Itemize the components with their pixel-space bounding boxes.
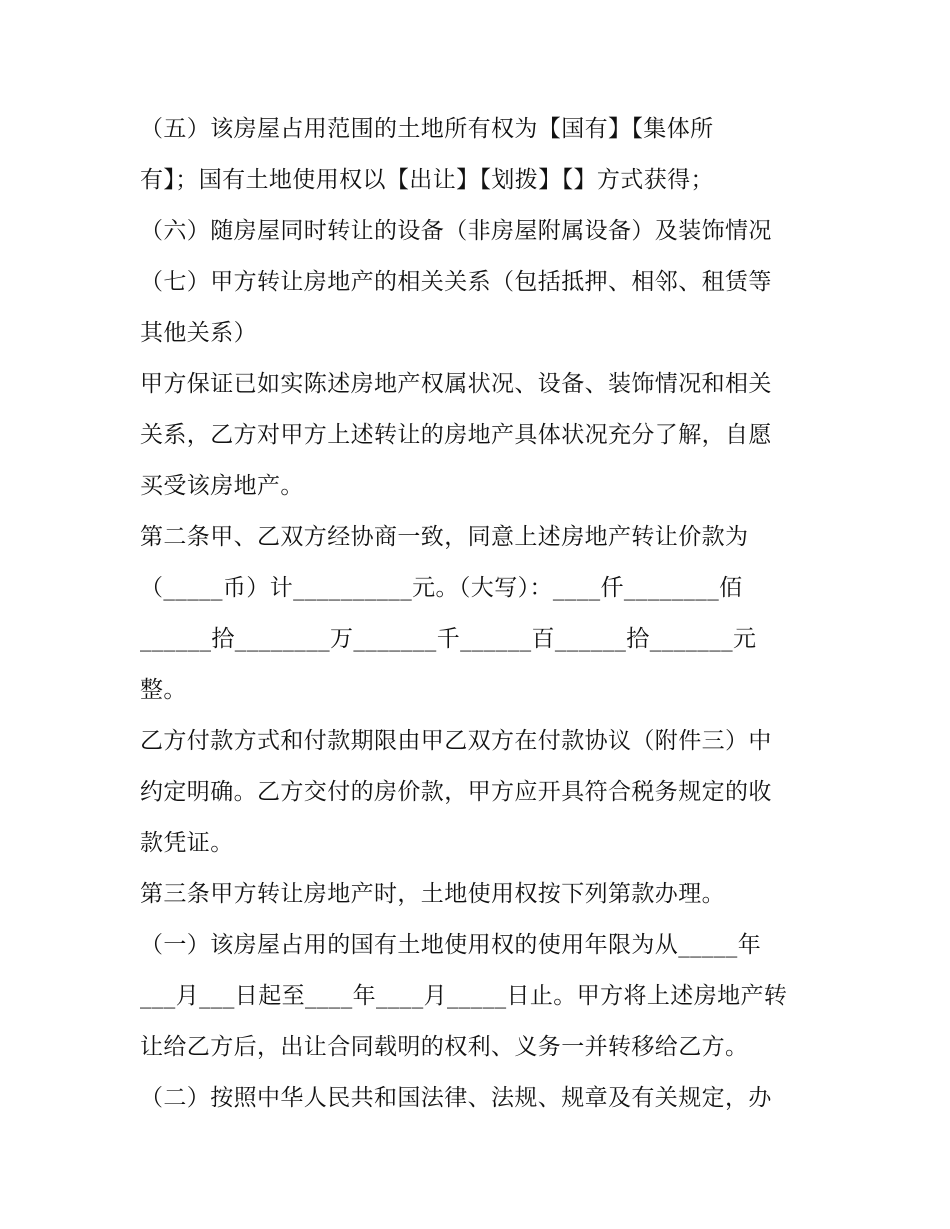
text-line: ___月___日起至____年____月_____日止。甲方将上述房地产转: [140, 983, 788, 1009]
text-line: 甲方保证已如实陈述房地产权属状况、设备、装饰情况和相关: [140, 371, 772, 397]
text-line: （一）该房屋占用的国有土地使用权的使用年限为从_____年: [140, 932, 762, 958]
text-line: 关系，乙方对甲方上述转让的房地产具体状况充分了解，自愿: [140, 422, 772, 448]
text-line: 款凭证。: [140, 830, 234, 856]
text-line: 整。: [140, 677, 187, 703]
text-line: （_____币）计__________元。（大写）：____仟________佰: [140, 575, 743, 601]
text-line: （五）该房屋占用范围的土地所有权为【国有】【集体所: [140, 116, 714, 142]
text-line: （二）按照中华人民共和国法律、法规、规章及有关规定，办: [140, 1085, 772, 1111]
text-line: 约定明确。乙方交付的房价款，甲方应开具符合税务规定的收: [140, 779, 772, 805]
text-line: 让给乙方后，出让合同载明的权利、义务一并转移给乙方。: [140, 1034, 749, 1060]
text-line: 其他关系）: [140, 320, 257, 346]
text-line: （六）随房屋同时转让的设备（非房屋附属设备）及装饰情况: [140, 218, 772, 244]
text-line: 有】；国有土地使用权以【出让】【划拨】【】方式获得；: [140, 167, 714, 193]
text-line: 第二条甲、乙双方经协商一致，同意上述房地产转让价款为: [140, 524, 749, 550]
text-line: 乙方付款方式和付款期限由甲乙双方在付款协议（附件三）中: [140, 728, 772, 754]
text-line: 买受该房地产。: [140, 473, 304, 499]
text-line: （七）甲方转让房地产的相关关系（包括抵押、相邻、租赁等: [140, 269, 772, 295]
text-line: 第三条甲方转让房地产时，土地使用权按下列第款办理。: [140, 881, 725, 907]
document-body: [140, 104, 820, 1124]
text-line: ______拾________万_______千______百______拾_______元: [140, 626, 757, 652]
